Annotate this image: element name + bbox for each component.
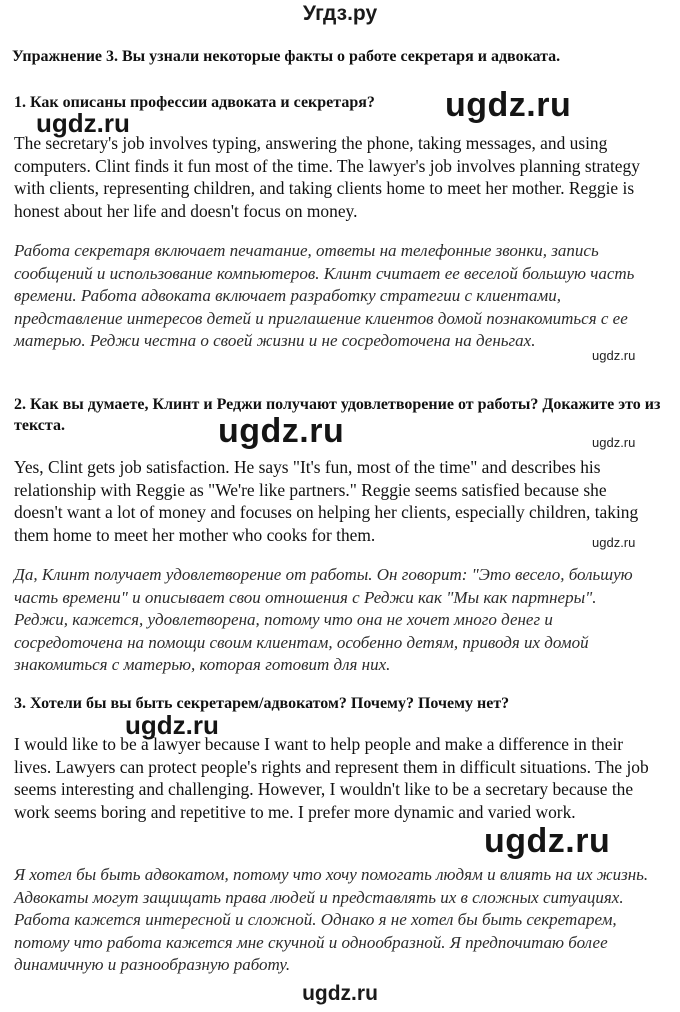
site-header: Угдз.ру (302, 2, 378, 25)
watermark-small: ugdz.ru (592, 535, 636, 550)
watermark-large: ugdz.ru (218, 412, 345, 450)
watermark-medium: ugdz.ru (36, 108, 130, 138)
watermark-large: ugdz.ru (445, 86, 572, 124)
answer-3-english: I would like to be a lawyer because I want to help people and make a difference in their lives. Lawyers can protect people's rights and represent them in difficult situations. The job seems interesting and challenging. However, I wouldn't like to be a secretary because the work seems boring and repetitive to me. I prefer more dynamic and varied work. (14, 734, 649, 822)
answer-2-english: Yes, Clint gets job satisfaction. He says "It's fun, most of the time" and describes his relationship with Reggie as "We're like partners." Reggie seems satisfied because she doesn't want a lot of money and focuses on helping her clients, especially children, taking them home to meet her mother who cooks for them. (14, 457, 639, 545)
site-footer: ugdz.ru (302, 982, 378, 1005)
watermark-large: ugdz.ru (484, 822, 611, 860)
answer-3-russian: Я хотел бы быть адвокатом, потому что хочу помогать людям и влиять на их жизнь. Адвокаты могут защищать права людей и представлять их в сложных ситуациях. Работа кажется интересной и сложной. Однако я не хотел бы быть секретарем, потому что работа кажется мне скучной и однообразной. Я предпочитаю более динамичную и разнообразную работу. (14, 865, 649, 974)
watermark-small: ugdz.ru (592, 348, 636, 363)
exercise-title: Упражнение 3. Вы узнали некоторые факты о работе секретаря и адвоката. (12, 48, 561, 65)
question-3: 3. Хотели бы вы быть секретарем/адвокатом? Почему? Почему нет? (14, 695, 510, 712)
question-1: 1. Как описаны профессии адвоката и секретаря? (14, 94, 375, 111)
watermark-small: ugdz.ru (592, 435, 636, 450)
answer-1-english: The secretary's job involves typing, answering the phone, taking messages, and using computers. Clint finds it fun most of the time. The lawyer's job involves planning strategy with clients, representing children, and taking clients home to meet her mother. Reggie is honest about her life and doesn't focus on money. (14, 133, 640, 221)
answer-1-russian: Работа секретаря включает печатание, ответы на телефонные звонки, запись сообщений и использование компьютеров. Клинт считает ее веселой большую часть времени. Работа адвоката включает разработку стратегии с клиентами, представление интересов детей и приглашение клиентов домой познакомиться с ее матерью. Реджи честна о своей жизни и не сосредоточена на деньгах. (14, 241, 635, 350)
question-2: 2. Как вы думаете, Клинт и Реджи получают удовлетворение от работы? Докажите это из текста. (14, 396, 661, 434)
watermark-medium: ugdz.ru (125, 710, 219, 740)
answer-2-russian: Да, Клинт получает удовлетворение от работы. Он говорит: "Это весело, большую часть времени" и описывает свои отношения с Реджи как "Мы как партнеры". Реджи, кажется, удовлетворена, потому что она не хочет много денег и сосредоточена на помощи своим клиентам, особенно детям, приводя их домой знакомиться с матерью, которая готовит для них. (14, 565, 633, 674)
